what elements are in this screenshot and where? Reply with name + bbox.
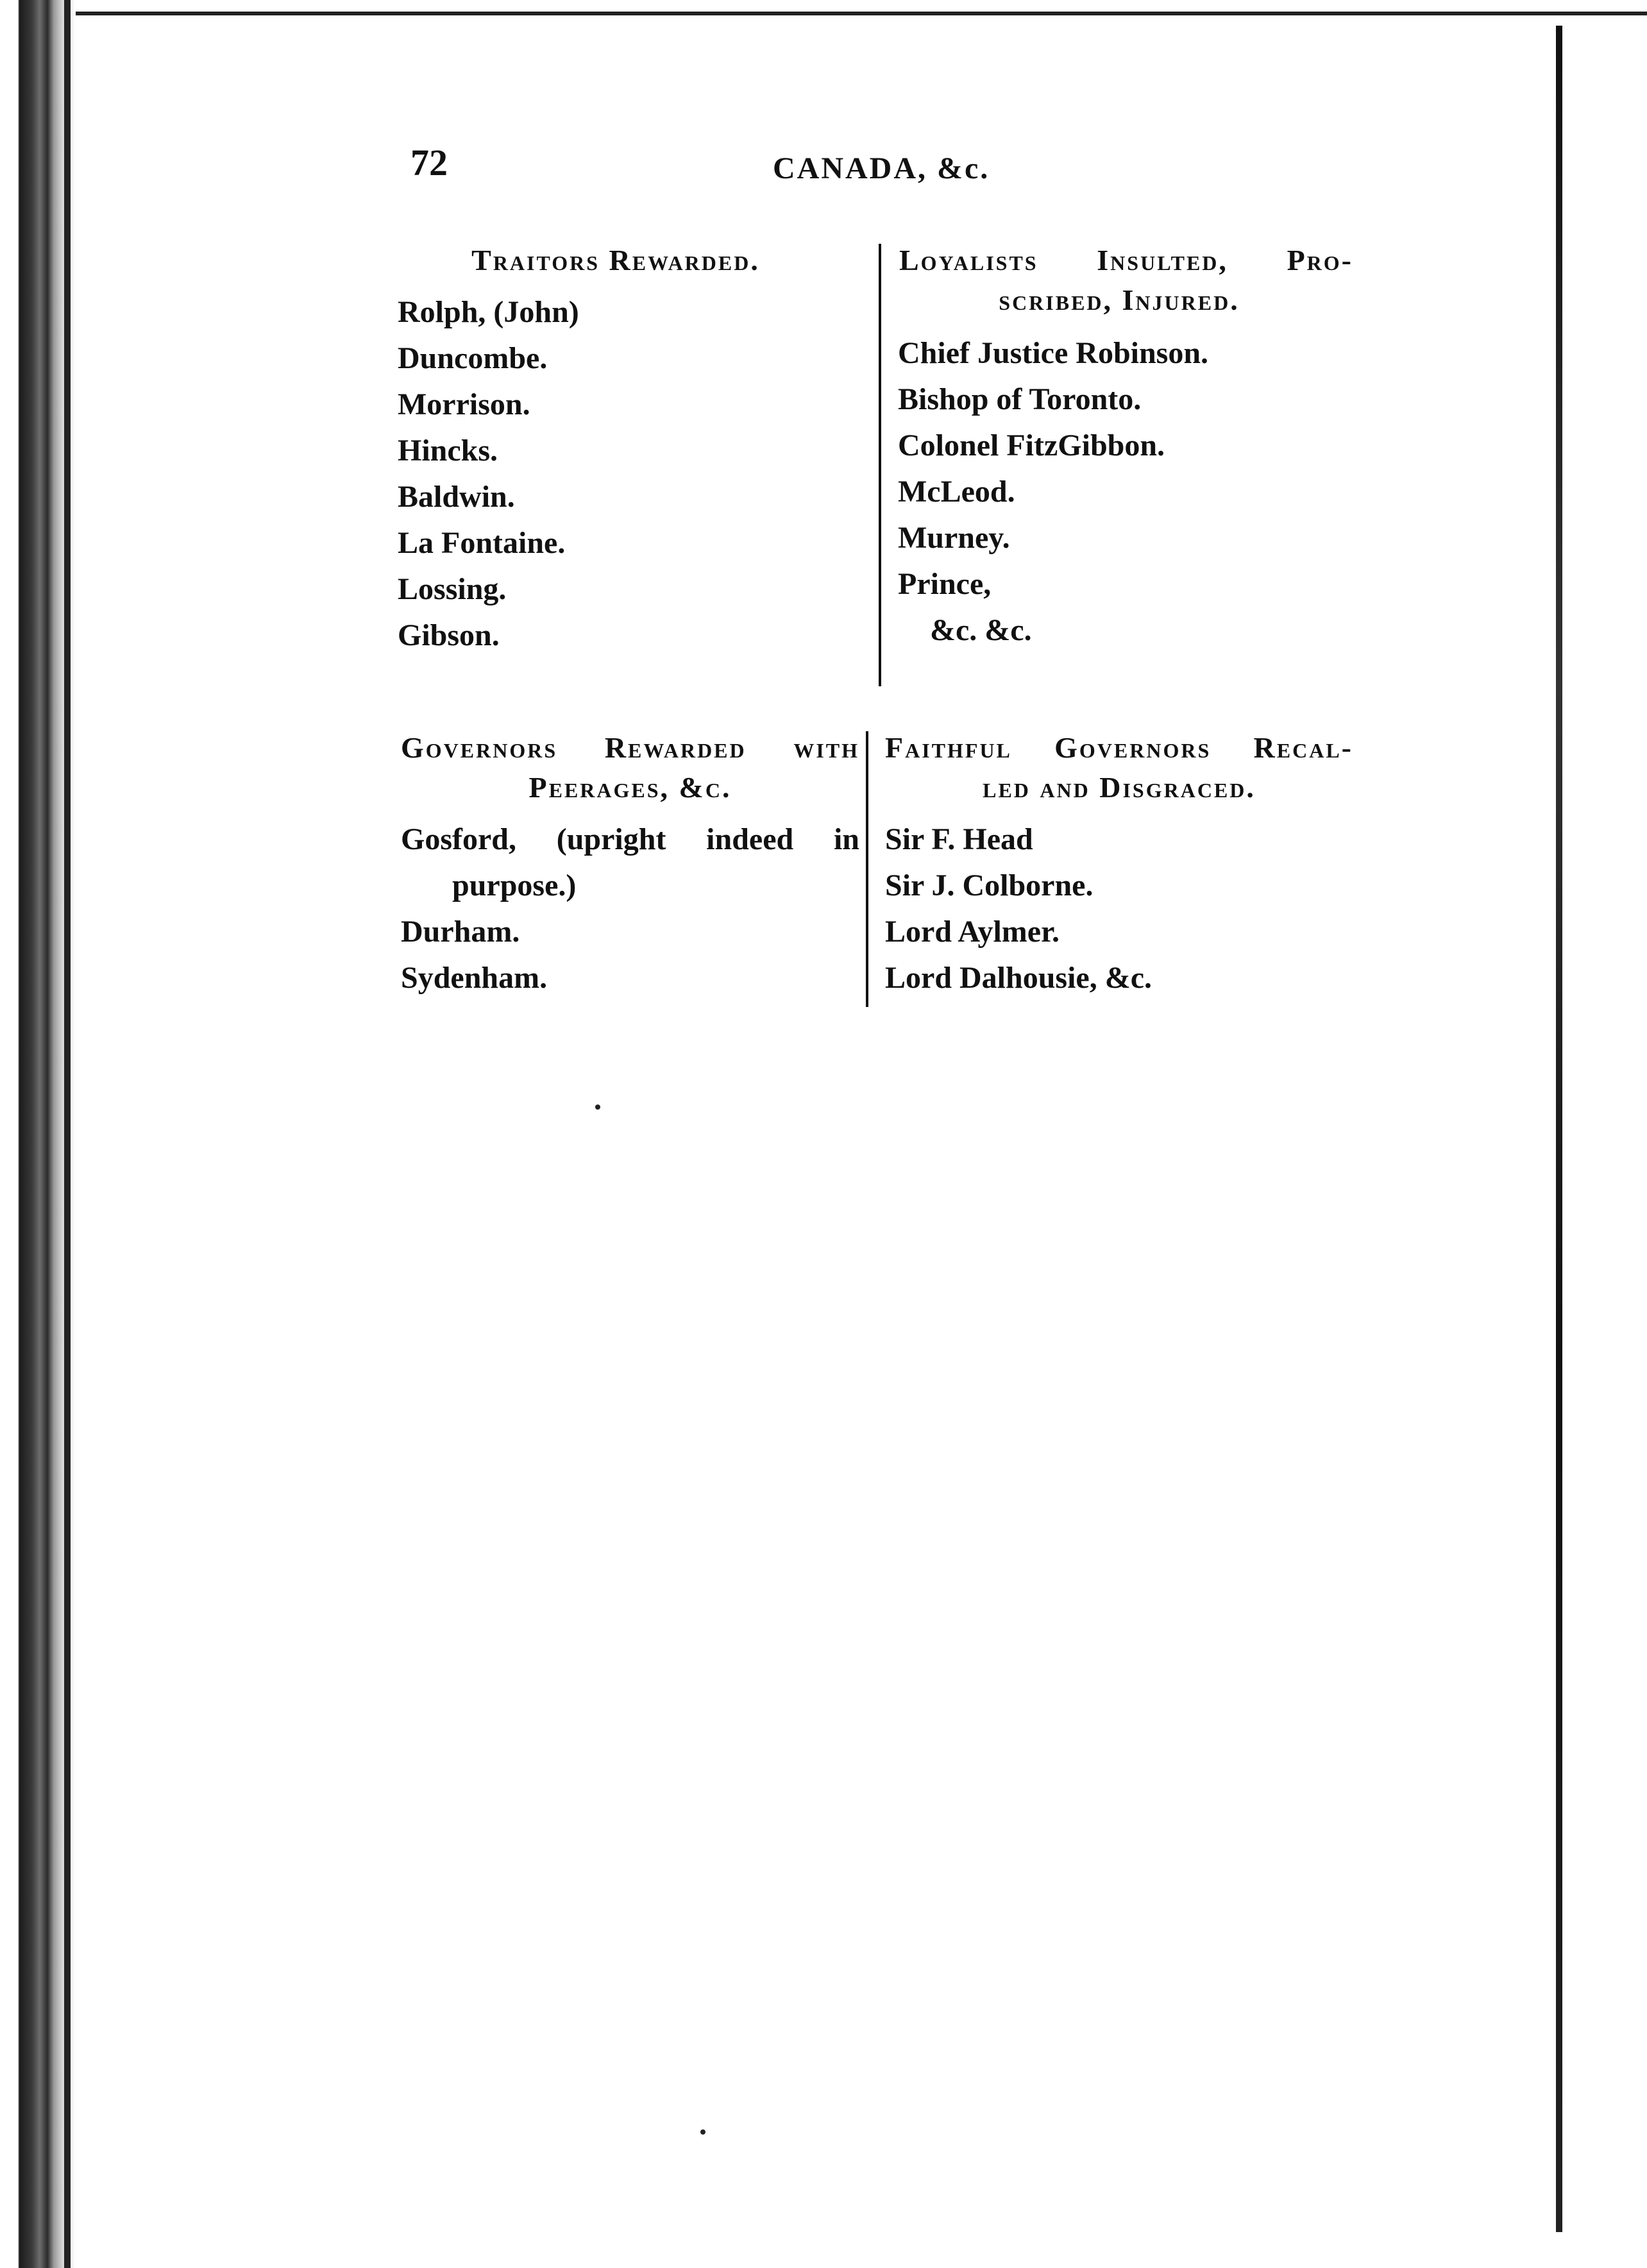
list-item: Sydenham. xyxy=(401,961,548,995)
column-divider xyxy=(879,244,881,686)
list-item: Morrison. xyxy=(398,387,530,421)
list-item: Rolph, (John) xyxy=(398,295,579,329)
page-number: 72 xyxy=(410,142,448,183)
list-item: McLeod. xyxy=(898,475,1015,509)
governors-recalled-heading-line1: Faithful Governors Recal- xyxy=(885,731,1353,764)
list-item: Murney. xyxy=(898,521,1010,555)
governors-rewarded-heading-line1: Governors Rewarded with xyxy=(401,731,859,764)
ink-speck xyxy=(595,1104,600,1110)
list-item: Durham. xyxy=(401,915,520,949)
loyalists-heading-line2: scribed, Injured. xyxy=(999,284,1240,316)
governors-rewarded-column xyxy=(401,728,859,1001)
list-item: Hincks. xyxy=(398,434,498,468)
list-item: Baldwin. xyxy=(398,480,515,514)
list-item: Colonel FitzGibbon. xyxy=(898,428,1165,462)
traitors-column xyxy=(398,241,859,659)
governors-rewarded-heading-line2: Peerages, &c. xyxy=(528,771,732,804)
ink-speck xyxy=(700,2129,705,2135)
list-item: Bishop of Toronto. xyxy=(898,382,1142,416)
governors-recalled-column xyxy=(885,728,1353,1001)
loyalists-heading-line1: Loyalists Insulted, Pro- xyxy=(899,244,1353,276)
loyalists-column xyxy=(885,241,1353,654)
list-item-etc: &c. &c. xyxy=(930,613,1032,647)
list-item: Sir J. Colborne. xyxy=(885,868,1094,902)
list-item-continuation: purpose.) xyxy=(452,868,577,902)
list-item: Prince, xyxy=(898,567,992,601)
list-item: La Fontaine. xyxy=(398,526,566,560)
running-title: CANADA, &c. xyxy=(773,151,990,185)
column-divider xyxy=(866,731,868,1007)
list-item: Chief Justice Robinson. xyxy=(898,336,1209,370)
list-item: Duncombe. xyxy=(398,341,548,375)
list-item: Lord Dalhousie, &c. xyxy=(885,961,1153,995)
list-item: Gosford, (upright indeed in xyxy=(401,822,859,856)
list-item: Sir F. Head xyxy=(885,822,1033,856)
governors-recalled-heading-line2: led and Disgraced. xyxy=(983,771,1256,804)
list-item: Gibson. xyxy=(398,618,500,652)
list-item: Lossing. xyxy=(398,572,507,606)
traitors-heading: Traitors Rewarded. xyxy=(471,244,760,276)
list-item: Lord Aylmer. xyxy=(885,915,1060,949)
